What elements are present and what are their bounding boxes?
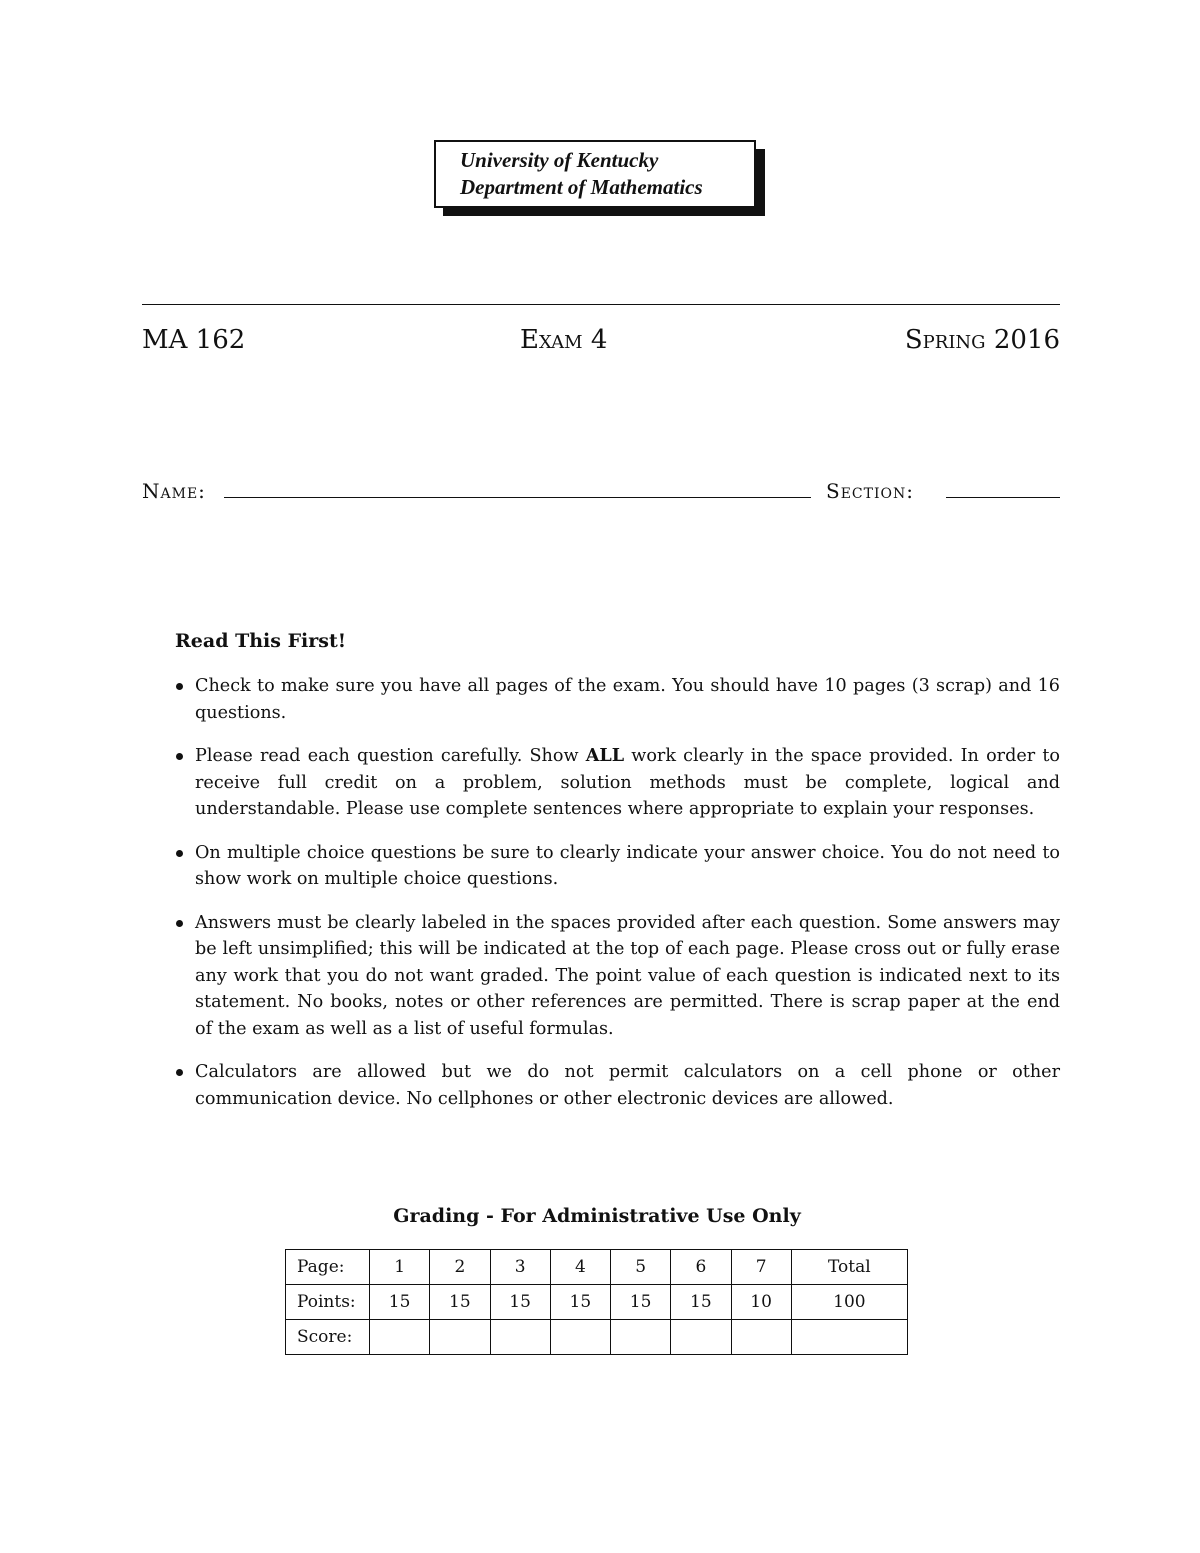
page-row-label: Page: — [286, 1250, 370, 1285]
score-cell[interactable] — [611, 1320, 671, 1355]
score-row — [286, 1320, 908, 1355]
instruction-text: Check to make sure you have all pages of the exam. You should have 10 pages (3 scrap) and 16 questions. — [195, 676, 1060, 723]
exam-title: Exam 4 — [520, 325, 608, 355]
score-cell[interactable] — [731, 1320, 791, 1355]
instruction-text: Answers must be clearly labeled in the spaces provided after each question. Some answers may be left unsimplified; this will be indicated at the top of each page. Please cross out or fully erase any work that you do not want graded. The point value of each question is indicated next to its statement. No books, notes or other references are permitted. There is scrap paper at the end of the exam as well as a list of useful formulas. — [195, 912, 1060, 1039]
points-cell: 15 — [550, 1285, 610, 1320]
points-cell: 10 — [731, 1285, 791, 1320]
score-cell[interactable] — [490, 1320, 550, 1355]
score-cell[interactable] — [671, 1320, 731, 1355]
page-cell: 4 — [550, 1250, 610, 1285]
grading-title: Grading - For Administrative Use Only — [393, 1205, 801, 1227]
points-row-label: Points: — [286, 1285, 370, 1320]
points-cell: 15 — [430, 1285, 490, 1320]
instruction-text: Calculators are allowed but we do not permit calculators on a cell phone or other communication device. No cellphones or other electronic devices are allowed. — [195, 1062, 1060, 1109]
instructions-list — [175, 673, 1060, 1129]
page-cell: 2 — [430, 1250, 490, 1285]
instructions-title: Read This First! — [175, 630, 347, 652]
bullet-icon — [176, 920, 183, 927]
instruction-text-post: work clearly in the space provided. In order to receive full credit on a problem, solution methods must be complete, logical and understandable. Please use complete sentences where appropriate to explain your responses. — [195, 746, 1060, 819]
page-cell: 5 — [611, 1250, 671, 1285]
bullet-icon — [176, 683, 183, 690]
page-cell-total: Total — [791, 1250, 907, 1285]
course-code: MA 162 — [142, 325, 246, 355]
name-field[interactable] — [224, 497, 811, 498]
bullet-icon — [176, 850, 183, 857]
course-line — [142, 322, 1060, 362]
instruction-emphasis: ALL — [585, 745, 625, 766]
instruction-text: On multiple choice questions be sure to clearly indicate your answer choice. You do not need to show work on multiple choice questions. — [195, 842, 1060, 889]
points-row — [286, 1285, 908, 1320]
page-cell: 3 — [490, 1250, 550, 1285]
top-rule — [142, 304, 1060, 305]
section-label: Section: — [826, 479, 914, 503]
page-cell: 1 — [370, 1250, 430, 1285]
instruction-item — [175, 1059, 1060, 1112]
points-cell: 15 — [611, 1285, 671, 1320]
page-row — [286, 1250, 908, 1285]
department-name: Department of Mathematics — [460, 175, 703, 199]
page-cell: 7 — [731, 1250, 791, 1285]
page-cell: 6 — [671, 1250, 731, 1285]
points-cell-total: 100 — [791, 1285, 907, 1320]
instruction-item — [175, 840, 1060, 893]
score-cell[interactable] — [550, 1320, 610, 1355]
score-cell[interactable] — [370, 1320, 430, 1355]
score-cell-total[interactable] — [791, 1320, 907, 1355]
score-row-label: Score: — [286, 1320, 370, 1355]
points-cell: 15 — [370, 1285, 430, 1320]
institution-name: University of Kentucky — [460, 148, 659, 172]
bullet-icon — [176, 753, 183, 760]
exam-term: Spring 2016 — [904, 325, 1060, 355]
instruction-text-pre: Please read each question carefully. Show — [195, 746, 586, 766]
section-field[interactable] — [946, 497, 1060, 498]
score-cell[interactable] — [430, 1320, 490, 1355]
instruction-item — [175, 910, 1060, 1043]
points-cell: 15 — [671, 1285, 731, 1320]
bullet-icon — [176, 1069, 183, 1076]
instruction-item — [175, 743, 1060, 823]
points-cell: 15 — [490, 1285, 550, 1320]
name-label: Name: — [142, 479, 206, 503]
grading-table — [285, 1249, 908, 1355]
instruction-item — [175, 673, 1060, 726]
department-header-box — [434, 140, 756, 208]
